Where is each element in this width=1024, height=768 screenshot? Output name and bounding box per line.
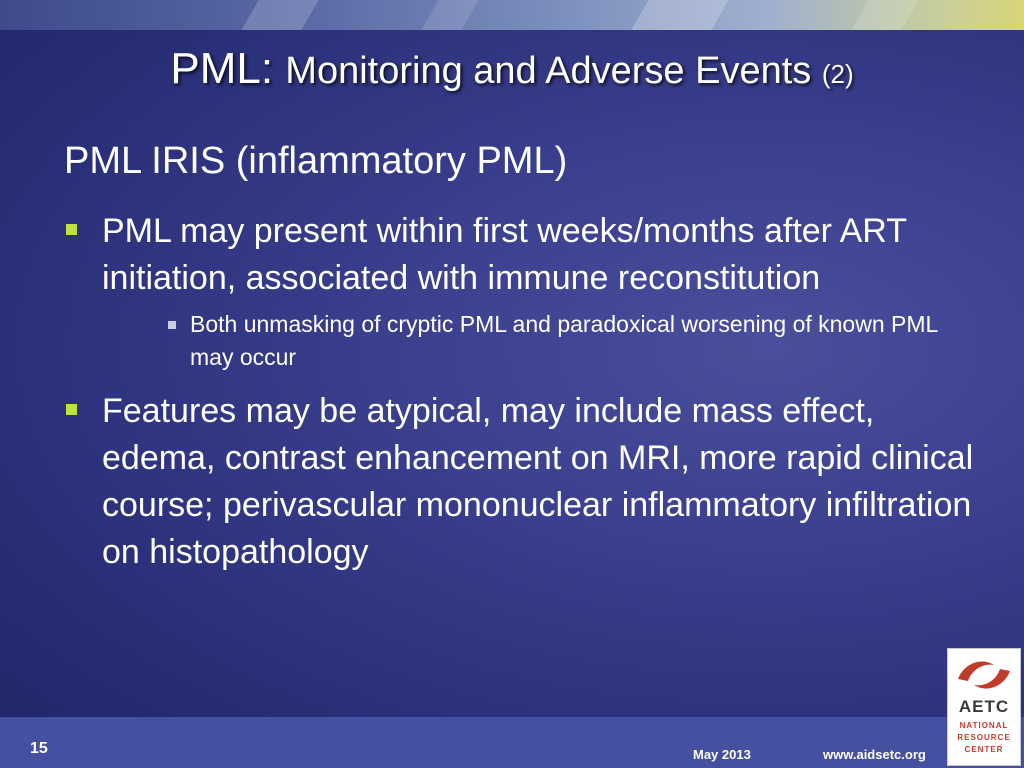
logo-line: NATIONAL	[959, 721, 1009, 730]
band-stripe	[851, 0, 918, 30]
title-number: (2)	[821, 59, 854, 89]
bullet-square-icon	[66, 224, 77, 235]
slide-title	[0, 44, 1024, 94]
footer-date: May 2013	[693, 747, 751, 762]
sub-bullet-square-icon	[168, 321, 176, 329]
logo-line: RESOURCE	[957, 733, 1011, 742]
subheading: PML IRIS (inflammatory PML)	[64, 140, 568, 182]
title-main: PML:	[170, 44, 286, 93]
logo-name: AETC	[958, 697, 1010, 716]
title-sub: Monitoring and Adverse Events	[285, 50, 822, 92]
sub-bullet-text: Both unmasking of cryptic PML and paradoxical worsening of known PML may occur	[190, 311, 938, 370]
bullet-square-icon	[66, 404, 77, 415]
aetc-swirl-icon	[954, 655, 1014, 695]
bullet-text: PML may present within first weeks/months after ART initiation, associated with immune reconstitution	[102, 212, 907, 297]
aetc-logo	[947, 648, 1021, 766]
band-stripe	[241, 0, 318, 30]
page-number: 15	[30, 740, 48, 757]
bullet-item	[64, 208, 974, 302]
bullet-item	[64, 388, 974, 576]
logo-line: CENTER	[964, 745, 1004, 754]
bullet-list	[64, 208, 974, 582]
band-stripe	[631, 0, 728, 30]
sub-bullet-item	[190, 308, 974, 374]
bullet-text: Features may be atypical, may include mass effect, edema, contrast enhancement on MRI, more rapid clinical course; perivascular mononuclear inflammatory infiltration on histopathology	[102, 392, 974, 571]
decorative-top-band	[0, 0, 1024, 30]
footer-url: www.aidsetc.org	[823, 747, 926, 762]
band-stripe	[421, 0, 478, 30]
